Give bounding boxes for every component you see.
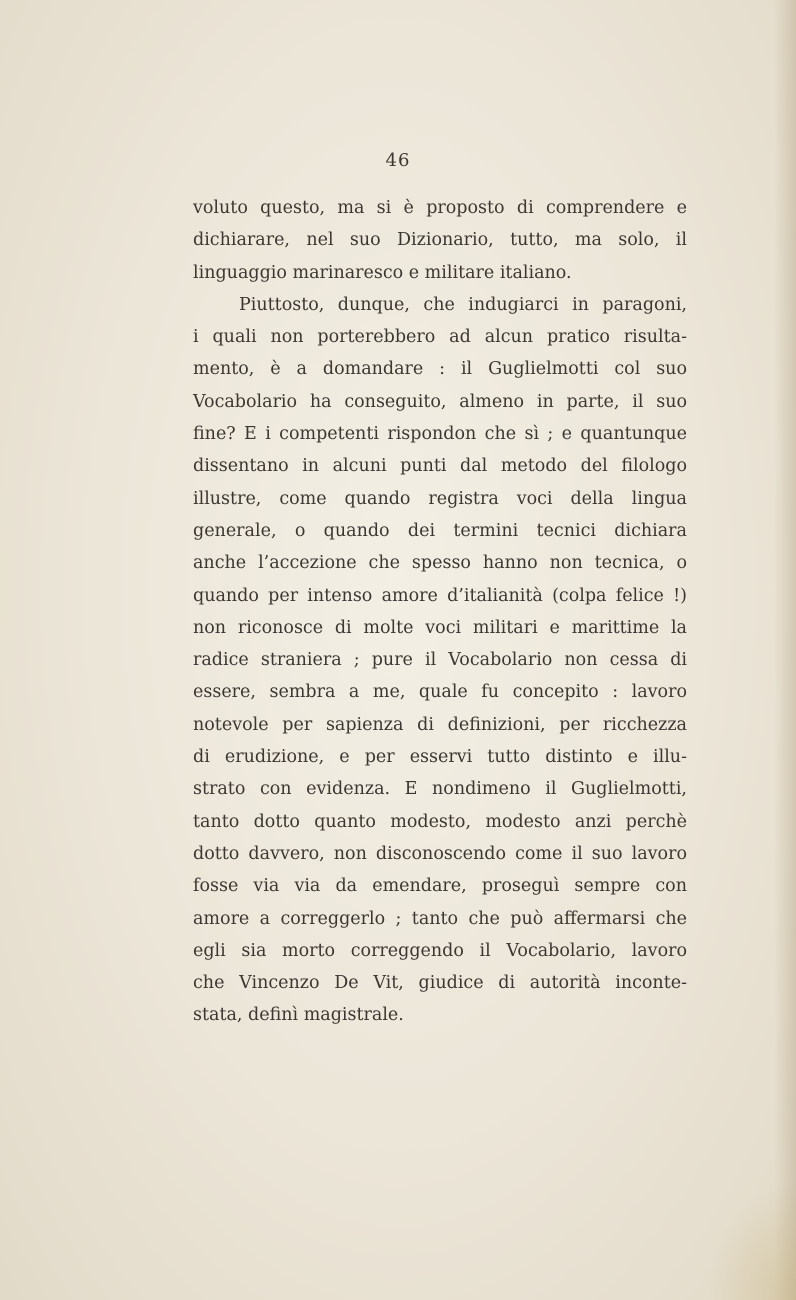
text-line: radice straniera ; pure il Vocabolario non cessa di	[193, 650, 687, 671]
text-line: che Vincenzo De Vit, giudice di autorità inconte-	[193, 973, 687, 994]
text-line: linguaggio marinaresco e militare italiano.	[193, 262, 572, 283]
text-line: i quali non porterebbero ad alcun pratico risulta-	[193, 327, 687, 348]
text-line: illustre, come quando registra voci della lingua	[193, 488, 687, 509]
text-line: essere, sembra a me, quale fu concepito : lavoro	[193, 682, 687, 703]
text-line: quando per intenso amore d’italianità (colpa felice !)	[193, 585, 687, 606]
text-line: dichiarare, nel suo Dizionario, tutto, ma solo, il	[193, 230, 687, 251]
corner-stain	[706, 1180, 796, 1300]
text-line: voluto questo, ma si è proposto di comprendere e	[193, 198, 687, 218]
text-line: dissentano in alcuni punti dal metodo del filologo	[193, 456, 687, 477]
text-line: dotto davvero, non disconoscendo come il suo lavoro	[193, 843, 687, 864]
text-line: non riconosce di molte voci militari e marittime la	[193, 617, 687, 638]
text-line: generale, o quando dei termini tecnici dichiara	[193, 520, 687, 541]
text-line: Vocabolario ha conseguito, almeno in parte, il suo	[193, 391, 687, 412]
text-line: egli sia morto correggendo il Vocabolario, lavoro	[193, 940, 687, 961]
page-number: 46	[385, 150, 411, 171]
text-line: strato con evidenza. E nondimeno il Guglielmotti,	[193, 779, 687, 800]
text-line: Piuttosto, dunque, che indugiarci in paragoni,	[239, 294, 687, 315]
text-line: amore a correggerlo ; tanto che può affermarsi che	[193, 908, 687, 929]
text-line: anche l’accezione che spesso hanno non tecnica, o	[193, 553, 687, 574]
text-line: stata, definì magistrale.	[193, 1005, 404, 1026]
text-line: tanto dotto quanto modesto, modesto anzi perchè	[193, 811, 687, 832]
body-text	[193, 192, 687, 1032]
text-line: fine? E i competenti rispondon che sì ; e quantunque	[193, 424, 687, 445]
text-line: fosse via via da emendare, proseguì sempre con	[193, 876, 687, 897]
text-line: di erudizione, e per esservi tutto distinto e illu-	[193, 747, 687, 768]
text-line: mento, è a domandare : il Guglielmotti col suo	[193, 359, 687, 380]
page-edge-shadow	[774, 0, 796, 1300]
text-line: notevole per sapienza di definizioni, per ricchezza	[193, 714, 687, 735]
